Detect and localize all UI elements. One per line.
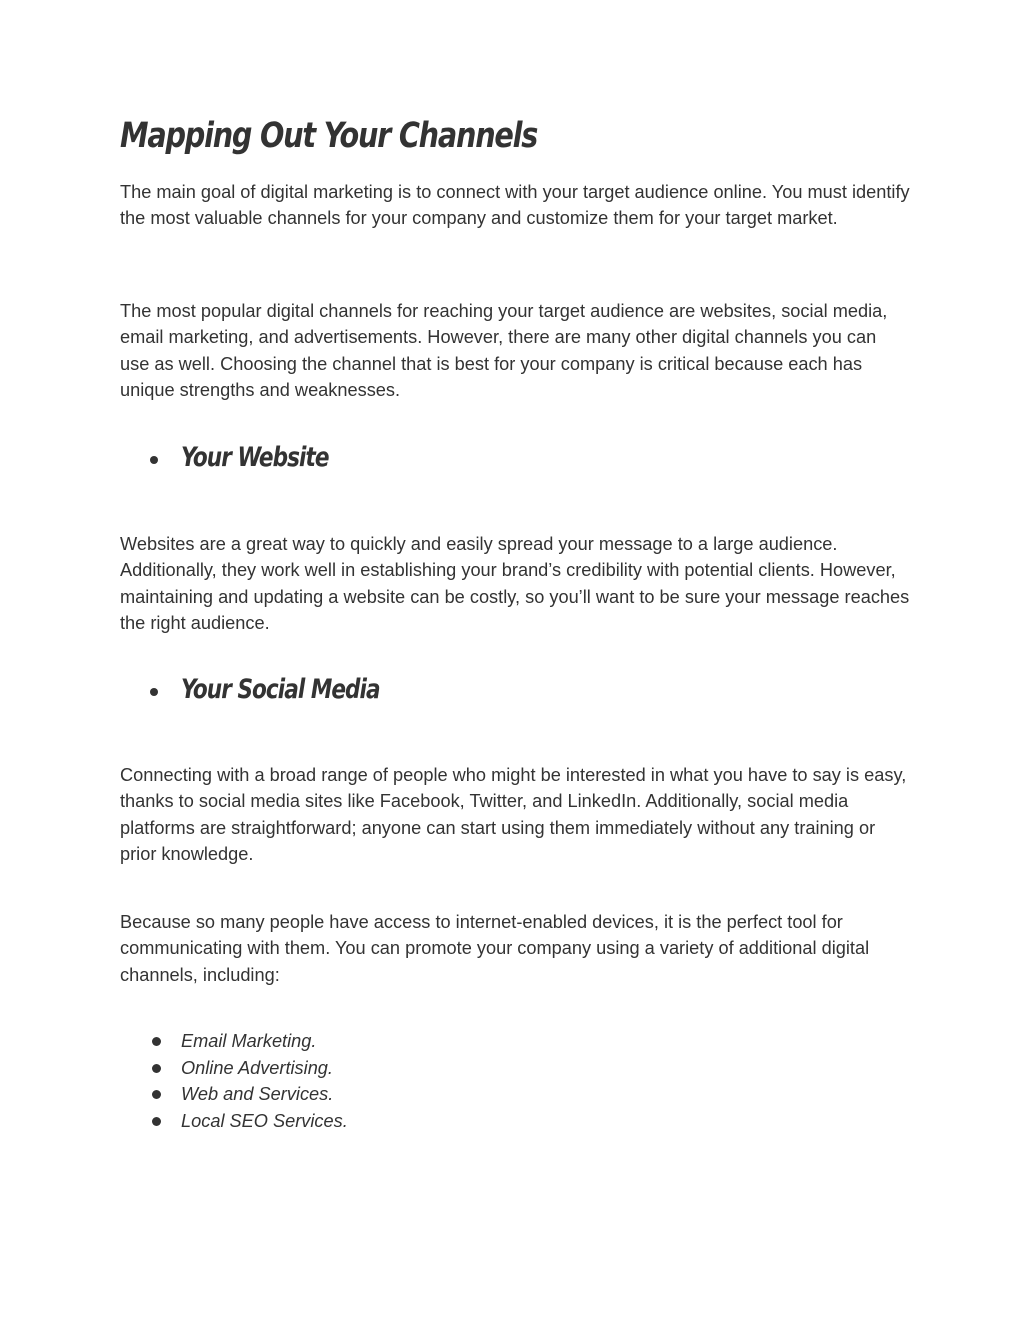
bullet-icon bbox=[152, 1064, 161, 1073]
bullet-icon bbox=[152, 1117, 161, 1126]
website-paragraph: Websites are a great way to quickly and easily spread your message to a large audience. Additionally, they work well in establishing your brand’s credibility with potential clients. However, maintaining and updating a website can be costly, so you’ll want to be sure your message reaches the right audience. bbox=[120, 534, 910, 634]
list-item-text: Web and Services. bbox=[181, 1084, 334, 1104]
list-item-text: Online Advertising. bbox=[181, 1057, 333, 1078]
social-media-paragraph: Connecting with a broad range of people who might be interested in what you have to say is easy, thanks to social media sites like Facebook, Twitter, and LinkedIn. Additionally, social media platforms are straightforward; anyone can start using them immediately without any training or prior knowledge. bbox=[120, 765, 907, 865]
bullet-icon bbox=[152, 1037, 161, 1046]
section-heading-text: Your Website bbox=[181, 442, 329, 473]
bullet-icon bbox=[152, 1090, 161, 1099]
list-item-text: Local SEO Services. bbox=[181, 1110, 348, 1131]
page-title: Mapping Out Your Channels bbox=[120, 116, 538, 156]
list-item-text: Email Marketing. bbox=[181, 1031, 317, 1051]
section-heading-text: Your Social Media bbox=[181, 674, 380, 705]
bullet-icon bbox=[150, 456, 158, 464]
document-page bbox=[120, 0, 920, 1325]
social-media-paragraph: Because so many people have access to internet-enabled devices, it is the perfect tool for communicating with them. You can promote your company using a variety of additional digital channels, including: bbox=[120, 912, 870, 985]
intro-paragraph: The main goal of digital marketing is to connect with your target audience online. You must identify the most valuable channels for your company and customize them for your target market. bbox=[120, 182, 910, 229]
bullet-icon bbox=[150, 688, 158, 696]
intro-paragraph: The most popular digital channels for reaching your target audience are websites, social media, email marketing, and advertisements. However, there are many other digital channels you can use as well. Choosing the channel that is best for your company is critical because each has unique strengths and weaknesses. bbox=[120, 301, 888, 401]
